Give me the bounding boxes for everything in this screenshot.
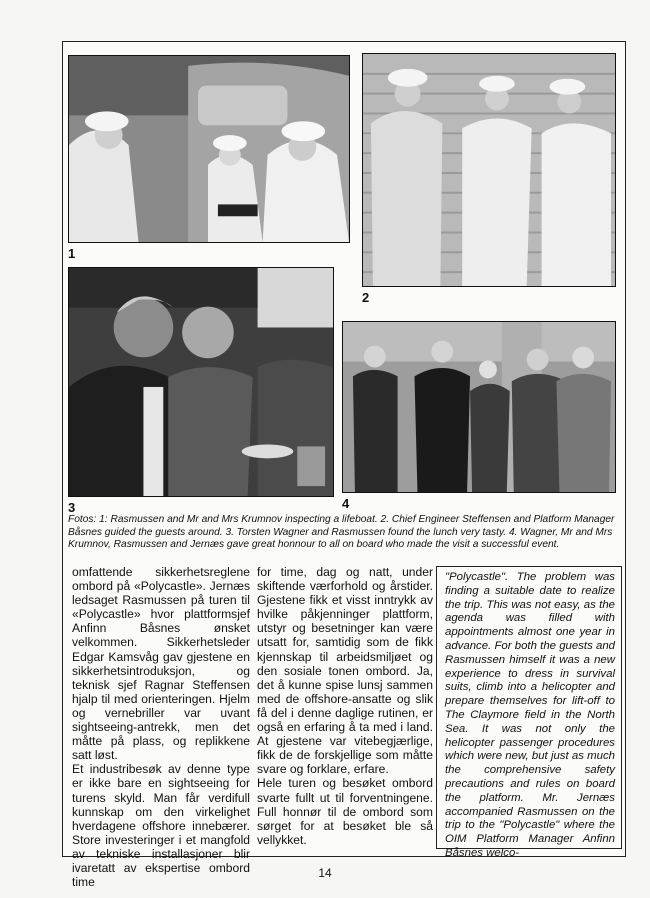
photo-4-number: 4 bbox=[342, 496, 350, 511]
photo-3-lunch bbox=[68, 267, 334, 497]
col2-paragraph-2: Hele turen og besøket ombord svarte fullt ut til forventningene. Full honnør til de ombord som sørget for at besøket ble så vellykket. bbox=[257, 776, 433, 847]
text-column-2 bbox=[257, 565, 433, 847]
col1-paragraph-1: omfattende sikkerhetsreglene ombord på «Polycastle». Jernæs ledsaget Rasmussen på turen til «Polycastle» hvor plattformsjef Anfinn Båsnes ønsket velkommen. Sikkerhetsleder Edgar Kamsvåg gav gjestene en sikkerhetsintroduksjon, og teknisk sjef Ragnar Steffensen hjalp til med orienteringen. Hjelm og vernebriller var uvant sightseeing-antrekk, men det måtte på plass, og replikkene satt løst. bbox=[72, 565, 250, 763]
photo-2-platform-managers bbox=[362, 53, 616, 287]
photo-1-number: 1 bbox=[68, 246, 76, 261]
english-text-box bbox=[436, 566, 622, 859]
photo-4-group bbox=[342, 321, 616, 493]
photo-1-lifeboat bbox=[68, 55, 350, 243]
photo-caption: Fotos: 1: Rasmussen and Mr and Mrs Krumnov inspecting a lifeboat. 2. Chief Engineer Steffensen and Platform Manager Båsnes guided the guests around. 3. Torsten Wagner and Rasmussen found the lunch very tasty. 4. Wagner, Mr and Mrs Krumnov, Rasmussen and Jernæs gave great honnour to all on board who made the visit a successful event. bbox=[68, 514, 615, 551]
col2-paragraph-1: for time, dag og natt, under skiftende værforhold og årstider. Gjestene fikk et visst inntrykk av hvilke påkjenninger plattform, utstyr og besetninger kan være utsatt for, samtidig som de fikk kjennskap til arbeidsmiljøet og den sosiale tonen ombord. Ja, det å kunne spise lunsj sammen med de offshore-ansatte og slik få del i denne daglige rutinen, er også en erfaring å ta med i land. At gjestene var vitebegjærlige, fikk de de forskjellige som måtte svare og forklare, erfare. bbox=[257, 565, 433, 777]
photo-3-number: 3 bbox=[68, 500, 76, 515]
page-number: 14 bbox=[318, 866, 332, 880]
text-column-1 bbox=[72, 565, 250, 889]
col1-paragraph-2: Et industribesøk av denne type er ikke bare en sightseeing for turens skyld. Man får verdifull kunnskap om den virkelighet hverdagene offshore innebærer. Store investeringer i et mangfold av tekniske installasjoner blir ivaretatt av ekspertise ombord time bbox=[72, 762, 250, 890]
col3-paragraph-1: "Polycastle". The problem was finding a suitable date to realize the trip. This was not easy, as the agenda was filled with appointments almost one year in advance. For both the guests and Rasmussen himself it was a new experience to dress in survival suits, climb into a helicopter and prepare themselves for lift-off to The Claymore field in the North Sea. It was not only the helicopter passenger procedures which were new, but just as much the comprehensive safety precautions and rules on board the platform. Mr. Jernæs accompanied Rasmussen on the trip to the "Polycastle" where the OIM Platform Manager Anfinn Båsnes welco- bbox=[445, 571, 615, 859]
photo-2-number: 2 bbox=[362, 290, 370, 305]
